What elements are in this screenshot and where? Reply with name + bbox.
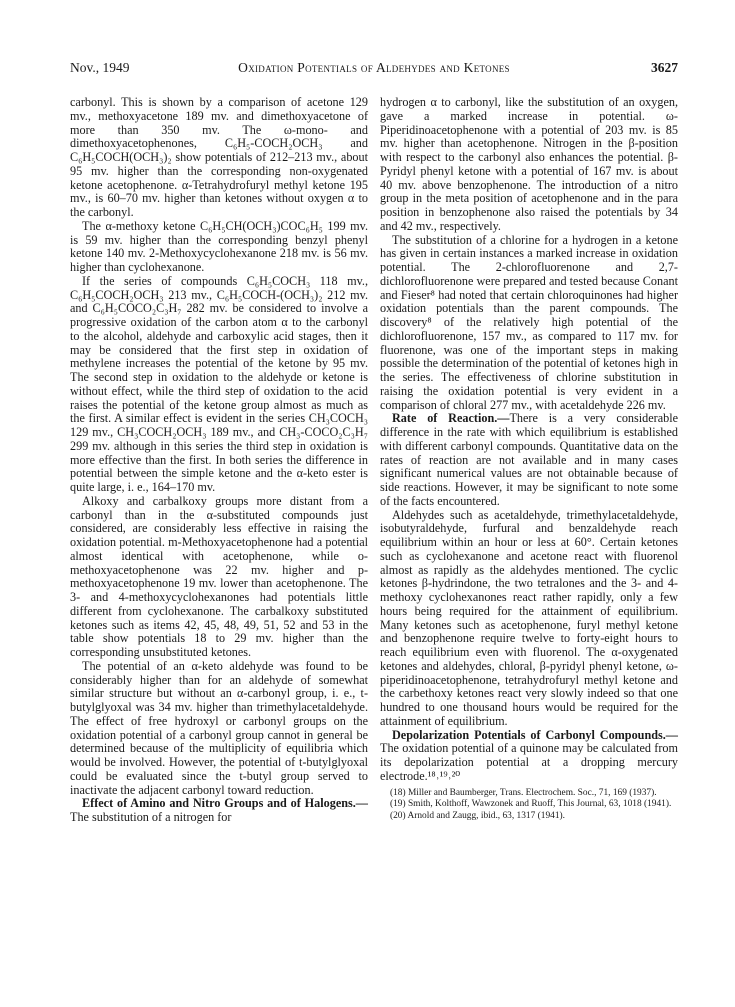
paragraph: hydrogen α to carbonyl, like the substitution of an oxygen, gave a marked increase in potential. ω-Piperidinoacetophenone with a potential of 203 mv. is 85 mv. higher than acetophenone. Nitrogen in the β-position with respect to the carbonyl also enhances the potential. β-Pyridyl phenyl ketone with a potential of 167 mv. is about 40 mv. above benzophenone. The introduction of a nitro group in the meta position of acetophenone and in the para position in benzophenone also raised the potentials by 34 and 42 mv., respectively. [380, 95, 678, 233]
section-paragraph [70, 797, 368, 825]
running-title: Oxidation Potentials of Aldehydes and Ketones [238, 60, 510, 75]
footnote: (19) Smith, Kolthoff, Wawzonek and Ruoff, This Journal, 63, 1018 (1941). [390, 799, 672, 809]
section-heading: Effect of Amino and Nitro Groups and of Halogens.— [82, 796, 368, 811]
right-column [380, 96, 678, 822]
section-paragraph [380, 729, 678, 784]
paragraph: Alkoxy and carbalkoxy groups more distant from a carbonyl than in the α-substituted compounds just considered, are considerably less effective in raising the oxidation potential. m-Methoxyacetophenone had a potential almost identical with acetophenone, while o-methoxyacetophenone was 22 mv. higher and p-methoxyacetophenone 19 mv. lower than acetophenone. The 3- and 4-methoxycyclohexanones had potentials little different from cyclohexanone. The carbalkoxy substituted ketones such as items 42, 45, 48, 49, 51, 52 and 53 in the table show potentials 18 to 29 mv. higher than the corresponding unsubstituted ketones. [70, 493, 368, 659]
paragraph-text: There is a very considerable difference in the rate with which equilibrium is established with different carbonyl compounds. Quantitative data on the rates of reaction are not available and in many cases significant numerical values are not obtainable because of side reactions. However, it may be significant to note some of the facts encountered. [380, 411, 678, 508]
section-paragraph [380, 412, 678, 508]
paragraph: The substitution of a chlorine for a hydrogen in a ketone has given in certain instances a marked increase in oxidation potential. The 2-chlorofluorenone and 2,7-dichlorofluorenone were prepared and tested because Conant and Fieser⁸ had noted that certain chloroquinones had higher oxidation potentials than the parent compounds. The discovery⁸ of the relatively high potential of the dichlorofluorenone, 157 mv., as compared to 117 mv. for fluorenone, was one of the important steps in making possible the determination of the potential of ketones high in the series. The effectiveness of chlorine substitution in raising the oxidation potential is very evident in a comparison of chloral 277 mv., with acetaldehyde 226 mv. [380, 232, 678, 412]
issue-date: Nov., 1949 [70, 60, 130, 75]
page-header [70, 60, 678, 80]
page-number: 3627 [651, 60, 678, 75]
paragraph: carbonyl. This is shown by a comparison of acetone 129 mv., methoxyacetone 189 mv. and dimethoxyacetone of more than 350 mv. The ω-mono- and dimethoxyacetophenones, C₆H₅-COCH₂OCH₃ and C₆H₅COCH(OCH₃)₂ show potentials of 212–213 mv., about 95 mv. higher than the corresponding non-oxygenated ketone acetophenone. α-Tetrahydrofuryl methyl ketone 195 mv., is 60–70 mv. higher than ketones without oxygen α to the carbonyl. [70, 95, 368, 219]
footnotes [380, 788, 678, 823]
paragraph-text: The substitution of a nitrogen for [70, 810, 232, 824]
paragraph: The α-methoxy ketone C₆H₅CH(OCH₃)COC₆H₅ 199 mv. is 59 mv. higher than the corresponding benzyl phenyl ketone 140 mv. 2-Methoxycyclohexanone 218 mv. is 56 mv. higher than cyclohexanone. [70, 218, 368, 274]
paragraph-text: The oxidation potential of a quinone may be calculated from its depolarization potential at a dropping mercury electrode.¹⁸˒¹⁹˒²⁰ [380, 741, 678, 783]
section-heading: Depolarization Potentials of Carbonyl Compounds.— [392, 727, 678, 742]
paragraph: Aldehydes such as acetaldehyde, trimethylacetaldehyde, isobutyraldehyde, furfural and benzaldehyde reach equilibrium within an hour or less at 60°. Certain ketones such as cyclohexanone and acetone react with fluorenol almost as rapidly as the aldehydes mentioned. The cyclic ketones β-hydrindone, the two tetralones and the 3- and 4-methoxy cyclohexanones react rather rapidly, only a few hours being required for the attainment of equilibrium. Many ketones such as acetophenone, furyl methyl ketone and benzophenone require twelve to forty-eight hours to reach equilibrium even with fluorenol. The α-oxygenated ketones and aldehydes, chloral, β-pyridyl phenyl ketone, ω-piperidinoacetophenone, tetrahydrofuryl methyl ketone and the carbethoxy ketones react very slowly indeed so that one hundred to one thousand hours would be required for the attainment of equilibrium. [380, 507, 678, 728]
section-heading: Rate of Reaction.— [392, 411, 510, 426]
left-column [70, 96, 368, 825]
paragraph: The potential of an α-keto aldehyde was found to be considerably higher than for an aldehyde of somewhat similar structure but without an α-carbonyl group, i. e., t-butylglyoxal was 34 mv. higher than trimethylacetaldehyde. The effect of free hydroxyl or carbonyl groups on the oxidation potential of a carbonyl group cannot in general be determined because of the multiplicity of equilibria which would be involved. However, the potential of t-butylglyoxal could be evaluated since the t-butyl group served to inactivate the adjacent carbonyl toward reduction. [70, 658, 368, 797]
footnote: (20) Arnold and Zaugg, ibid., 63, 1317 (1941). [390, 810, 565, 821]
paragraph: If the series of compounds C₆H₅COCH₃ 118 mv., C₆H₅COCH₂OCH₃ 213 mv., C₆H₅COCH-(OCH₃)₂ 212 mv. and C₆H₅COCO₂C₃H₇ 282 mv. be considered to involve a progressive oxidation of the carbon atom α to the carbonyl to the alcohol, aldehyde and carboxylic acid stages, then it may be considered that the first step in oxidation of methylene increases the potential of the ketone by 95 mv. The second step in oxidation to the aldehyde or ketone is without effect, while the third step of oxidation to the acid raises the potential of the ketone group almost as much as the first. A similar effect is evident in the series CH₃COCH₃ 129 mv., CH₃COCH₂OCH₃ 189 mv., and CH₃-COCO₂C₃H₇ 299 mv. although in this series the third step in oxidation is more effective than the first. In both series the difference in potential between the simple ketone and the α-keto ester is quite large, i. e., 164–170 mv. [70, 273, 368, 494]
footnote: (18) Miller and Baumberger, Trans. Electrochem. Soc., 71, 169 (1937). [390, 787, 657, 798]
